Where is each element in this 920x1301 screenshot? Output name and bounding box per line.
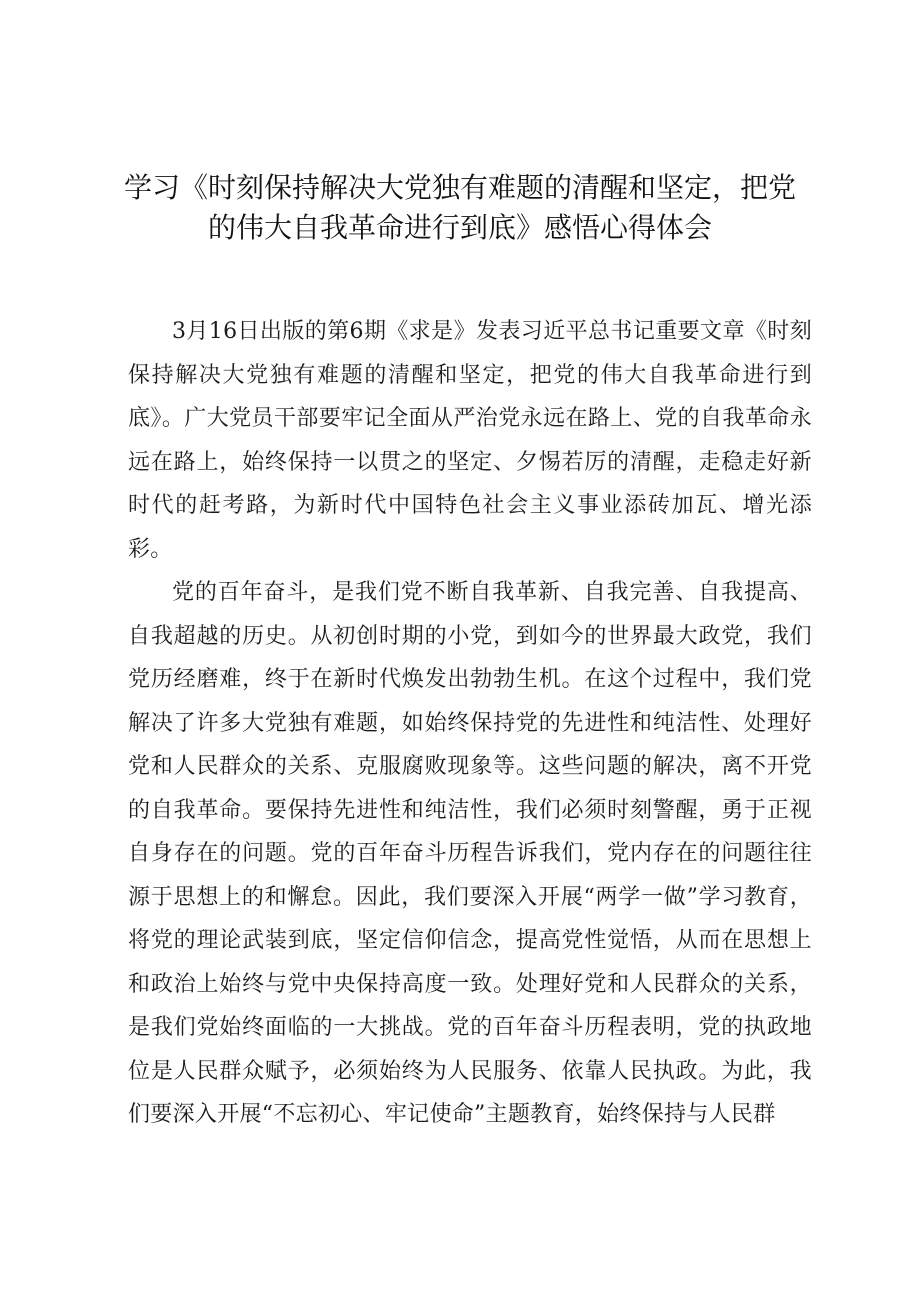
paragraph-1: 3月16日出版的第6期《求是》发表习近平总书记重要文章《时刻保持解决大党独有难题的清醒和坚定，把党的伟大自我革命进行到底》。广大党员干部要牢记全面从严治党永远在路上、党的自我革命永远在路上，始终保持一以贯之的坚定、夕惕若厉的清醒，走稳走好新时代的赶考路，为新时代中国特色社会主义事业添砖加瓦、增光添彩。 xyxy=(128,319,812,562)
title-line-2: 的伟大自我革命进行到底》感悟心得体会 xyxy=(207,211,712,244)
document-body xyxy=(128,310,812,1137)
document-title xyxy=(120,168,800,248)
title-line-1: 学习《时刻保持解决大党独有难题的清醒和坚定，把党 xyxy=(123,171,796,204)
paragraph-2: 党的百年奋斗，是我们党不断自我革新、自我完善、自我提高、自我超越的历史。从初创时期的小党，到如今的世界最大政党，我们党历经磨难，终于在新时代焕发出勃勃生机。在这个过程中，我们党解决了许多大党独有难题，如始终保持党的先进性和纯洁性、处理好党和人民群众的关系、克服腐败现象等。这些问题的解决，离不开党的自我革命。要保持先进性和纯洁性，我们必须时刻警醒，勇于正视自身存在的问题。党的百年奋斗历程告诉我们，党内存在的问题往往源于思想上的和懈怠。因此，我们要深入开展“两学一做”学习教育，将党的理论武装到底，坚定信仰信念，提高党性觉悟，从而在思想上和政治上始终与党中央保持高度一致。处理好党和人民群众的关系，是我们党始终面临的一大挑战。党的百年奋斗历程表明，党的执政地位是人民群众赋予，必须始终为人民服务、依靠人民执政。为此，我们要深入开展“不忘初心、牢记使命”主题教育，始终保持与人民群 xyxy=(128,580,812,1127)
